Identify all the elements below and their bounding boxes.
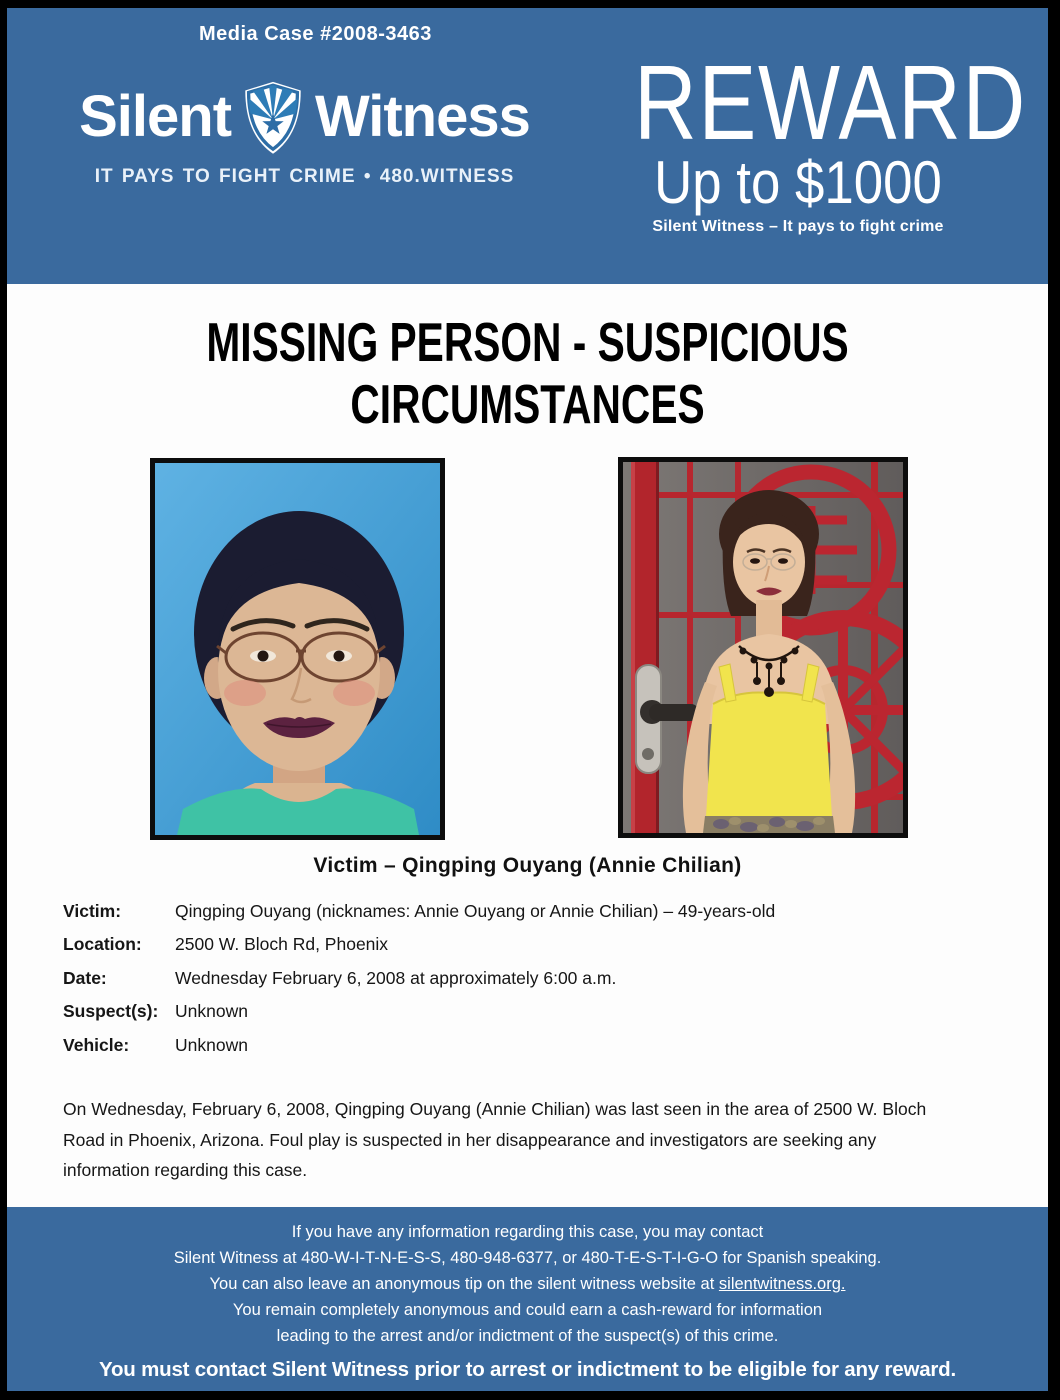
flyer-inner [7,8,1048,1391]
logo-word-silent: Silent [79,84,232,149]
detail-label: Victim: [63,901,122,921]
footer-line-3-text: You can also leave an anonymous tip on the silent witness website at [209,1275,719,1293]
victim-candid-photo [623,462,903,833]
logo-word-witness: Witness [315,84,530,149]
detail-label: Date: [63,967,107,988]
detail-row-date [63,968,775,1001]
victim-id-photo [155,463,440,835]
detail-value: Wednesday February 6, 2008 at approximately 6:00 a.m. [175,967,617,988]
case-narrative: On Wednesday, February 6, 2008, Qingping Ouyang (Annie Chilian) was last seen in the area of 2500 W. Bloch Road in Phoenix, Arizona. Foul play is suspected in her disappearance and investigators are seeking any information regarding this case. [63,1099,927,1180]
detail-value: Qingping Ouyang (nicknames: Annie Ouyang or Annie Chilian) – 49-years-old [175,901,776,921]
footer-line-3 [7,1271,1048,1297]
footer-line-2: Silent Witness at 480-W-I-T-N-E-S-S, 480-948-6377, or 480-T-E-S-T-I-G-O for Spanish speaking. [173,1249,882,1267]
silent-witness-shield-icon [240,81,306,154]
detail-value: Unknown [175,1001,248,1022]
footer-reward-disclaimer: You must contact Silent Witness prior to arrest or indictment to be eligible for any reward. [99,1358,956,1381]
reward-amount: Up to $1000 [654,149,942,216]
header-banner [7,8,1048,284]
page-title-line-2: CIRCUMSTANCES [350,373,705,435]
footer-banner [7,1207,1048,1391]
victim-id-photo-frame [150,458,445,840]
case-details [63,901,775,1068]
footer-line-4: You remain completely anonymous and could earn a cash-reward for information [232,1301,823,1319]
detail-value: 2500 W. Bloch Rd, Phoenix [175,934,389,955]
detail-row-vehicle [63,1035,775,1068]
footer-contact-info [7,1207,1048,1349]
reward-caption: Silent Witness – It pays to fight crime [652,218,944,235]
detail-row-victim [63,901,775,934]
media-case-number: Media Case #2008-3463 [199,23,432,45]
footer-line-1: If you have any information regarding this case, you may contact [291,1223,764,1241]
detail-label: Vehicle: [63,1034,130,1055]
footer-line-5: leading to the arrest and/or indictment of the suspect(s) of this crime. [276,1327,779,1345]
page-title [7,311,1048,435]
detail-value: Unknown [175,1034,248,1055]
victim-candid-photo-frame [618,457,908,838]
page-title-line-1: MISSING PERSON - SUSPICIOUS [206,311,849,373]
reward-block [598,44,1027,236]
detail-label: Suspect(s): [63,1001,159,1022]
detail-row-location [63,934,775,967]
detail-label: Location: [63,934,142,955]
silentwitness-website-link[interactable]: silentwitness.org. [718,1275,846,1293]
detail-row-suspects [63,1001,775,1034]
silent-witness-logo [52,78,557,156]
logo-tagline: IT PAYS TO FIGHT CRIME • 480.WITNESS [94,166,515,187]
photo-caption: Victim – Qingping Ouyang (Annie Chilian) [313,854,742,877]
reward-title: REWARD [634,44,1027,162]
